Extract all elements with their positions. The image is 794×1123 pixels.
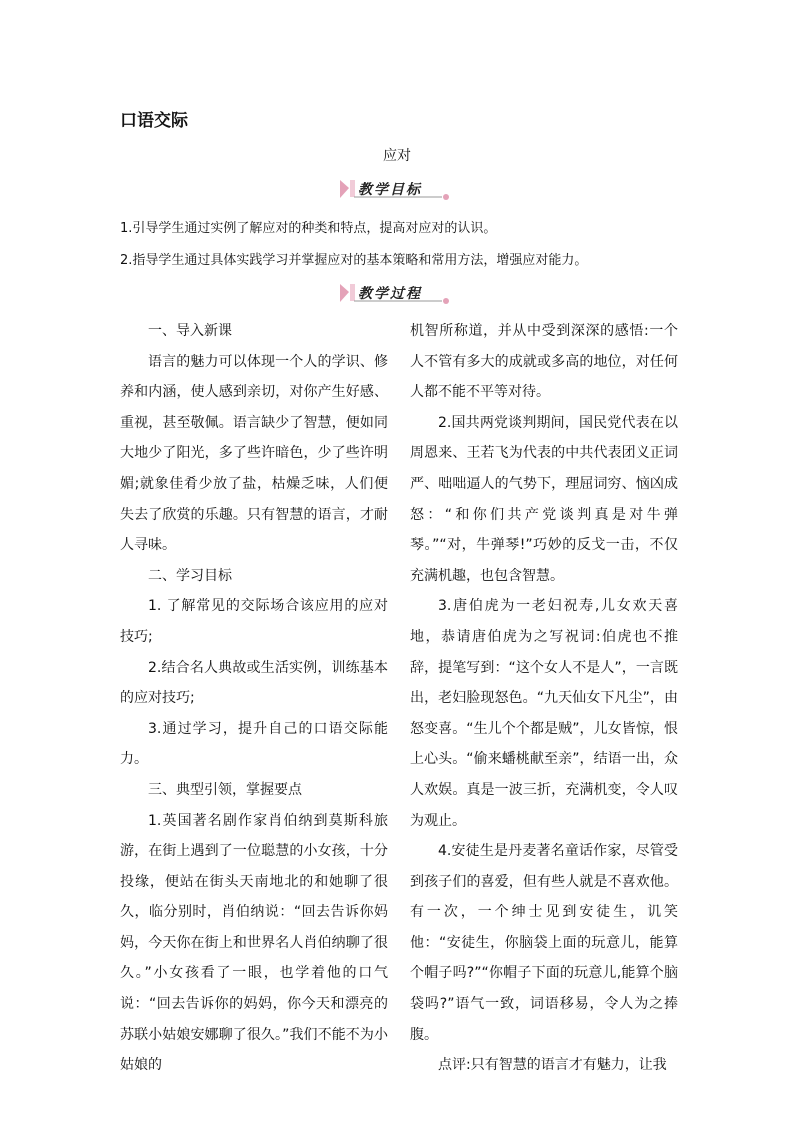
objectives-banner-label: 教学目标	[358, 182, 422, 198]
example-3: 3.唐伯虎为一老妇祝寿,儿女欢天喜地，恭请唐伯虎为之写祝词:伯虎也不推辞，提笔写到：“这个女人不是人”，一言既出，老妇脸现怒色。“九天仙女下凡尘”，由怒变喜。“生儿个个都是贼”，儿女皆惊，恨上心头。“偷来蟠桃献至亲”，结语一出，众人欢娱。真是一波三折，充满机变，令人叹为观止。	[410, 598, 678, 829]
objectives-banner	[338, 178, 456, 200]
process-banner-label: 教学过程	[358, 286, 422, 302]
objective-item-1: 1.引导学生通过实例了解应对的种类和特点，提高对应对的认识。	[120, 221, 497, 236]
example-1-part-1: 1.英国著名剧作家肖伯纳到莫斯科旅游，在街上遇到了一位聪慧的小女孩，十分投缘，便站在街头天南地北的和她聊了很久，临分别时，肖伯纳说：“回去告诉你妈妈，今天你在街上和世界名人肖伯纳聊了很久。”小女孩看了一眼，也学着他的口气说：“回去告诉你的妈妈，你今天和漂亮的苏联小姑娘安娜聊了很久。”我们不能不为小姑娘的	[120, 812, 388, 1074]
goal-item-2: 2.结合名人典故或生活实例，训练基本的应对技巧;	[120, 659, 388, 707]
goal-item-1: 1. 了解常见的交际场合该应用的应对技巧;	[120, 598, 388, 645]
heading-examples: 三、典型引领，掌握要点	[148, 781, 302, 798]
goal-item-3: 3.通过学习，提升自己的口语交际能力。	[120, 720, 388, 768]
left-column	[120, 316, 388, 1081]
example-4: 4.安徒生是丹麦著名童话作家，尽管受到孩子们的喜爱，但有些人就是不喜欢他。有一次，一个绅士见到安徒生，讥笑他：“安徒生，你脑袋上面的玩意儿，能算个帽子吗?”“你帽子下面的玩意儿,能算个脑袋吗?”语气一致，词语移易，令人为之捧腹。	[410, 843, 678, 1043]
example-2: 2.国共两党谈判期间，国民党代表在以周恩来、王若飞为代表的中共代表团义正词严、咄咄逼人的气势下，理屈词穷、恼凶成怒：“和你们共产党谈判真是对牛弹琴。”“对，牛弹琴!”巧妙的反戈一击，不仅充满机趣，也包含智慧。	[410, 414, 678, 584]
paragraph-intro: 语言的魅力可以体现一个人的学识、修养和内涵，使人感到亲切，对你产生好感、重视，甚至敬佩。语言缺少了智慧，便如同大地少了阳光，多了些许暗色，少了些许明媚;就象佳肴少放了盐，枯燥乏味，人们便失去了欣赏的乐趣。只有智慧的语言，才耐人寻味。	[120, 353, 388, 554]
page-subtitle: 应对	[383, 148, 411, 164]
heading-goals: 二、学习目标	[148, 567, 232, 584]
heading-intro: 一、导入新课	[148, 323, 232, 339]
example-1-part-2: 机智所称道，并从中受到深深的感悟:一个人不管有多大的成就或多高的地位，对任何人都不能不平等对待。	[410, 323, 678, 401]
section-title: 口语交际	[120, 111, 188, 131]
right-column	[410, 316, 678, 1081]
objective-item-2: 2.指导学生通过具体实践学习并掌握应对的基本策略和常用方法，增强应对能力。	[120, 253, 588, 268]
commentary: 点评:只有智慧的语言才有魅力，让我	[438, 1057, 667, 1074]
process-banner	[338, 282, 456, 304]
